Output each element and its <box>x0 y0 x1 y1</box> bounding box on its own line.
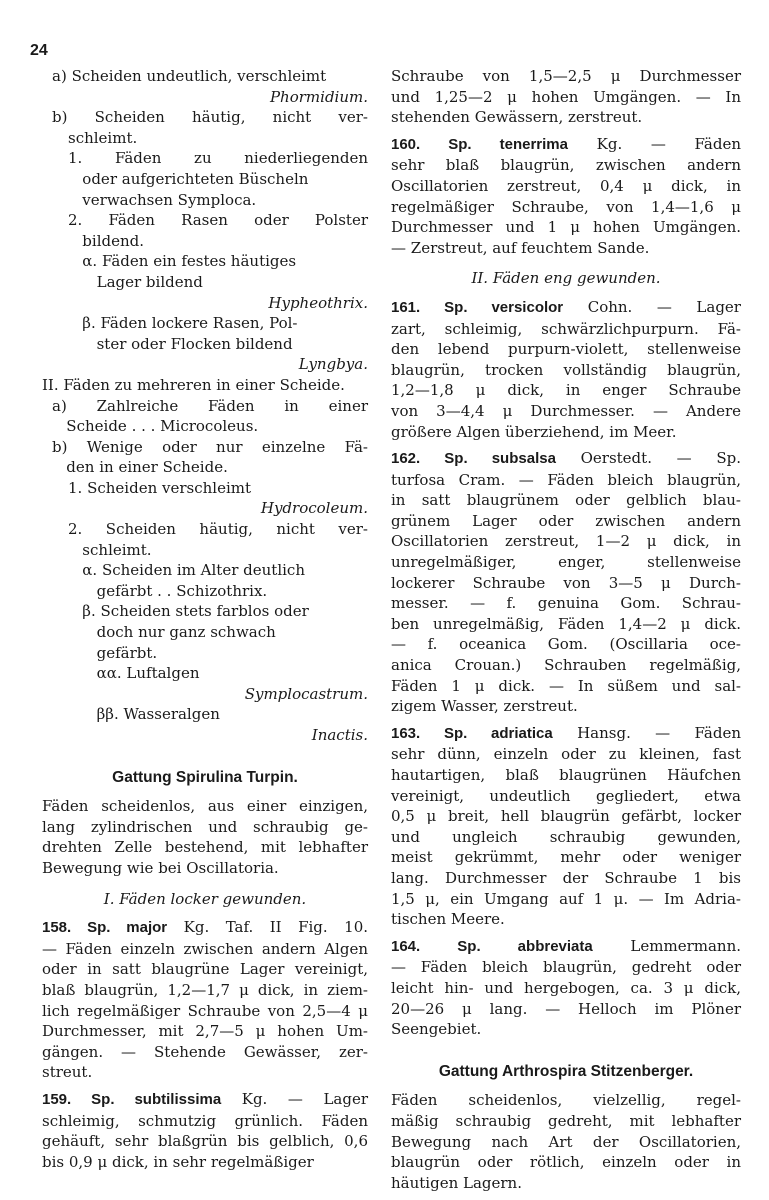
species-name: 160. Sp. tenerrima <box>391 135 568 153</box>
key-line: αα. Luftalgen <box>68 664 200 683</box>
key-line: Hydrocoleum. <box>260 499 368 518</box>
text-line: und ungleich schraubig gewunden, <box>391 827 741 846</box>
species-name: 161. Sp. versicolor <box>391 298 564 316</box>
text-line: — Fäden bleich blaugrün, gedreht oder <box>391 958 741 977</box>
text-line: streut. <box>42 1063 93 1082</box>
key-line: gefärbt. <box>68 643 158 662</box>
text-line: lockerer Schraube von 3—5 μ Durch- <box>391 573 741 592</box>
text-line: messer. — f. genuina Gom. Schrau- <box>391 594 741 613</box>
key-line: schleimt. <box>68 540 152 559</box>
text-line: in satt blaugrünem oder gelblich blau- <box>391 491 741 510</box>
left-column <box>42 66 368 1172</box>
key-line: b) Wenige oder nur einzelne Fä- <box>52 437 368 456</box>
text-line: größere Algen überziehend, im Meer. <box>391 422 677 441</box>
text-line: unregelmäßiger, enger, stellenweise <box>391 553 741 572</box>
text-line: sehr blaß blaugrün, zwischen andern <box>391 156 741 175</box>
text-line: — f. oceanica Gom. (Oscillaria oce- <box>391 635 741 654</box>
species-entry-163 <box>391 723 741 930</box>
text-line: und 1,25—2 μ hohen Umgängen. — In <box>391 87 741 106</box>
text-line: von 3—4,4 μ Durchmesser. — Andere <box>391 401 741 420</box>
key-line: β. Fäden lockere Rasen, Pol- <box>68 314 298 333</box>
text-line: — Fäden einzeln zwischen andern Algen <box>42 939 368 958</box>
key-line: verwachsen Symploca. <box>68 190 257 209</box>
text-line: Oscillatorien zerstreut, 0,4 μ dick, in <box>391 176 741 195</box>
text-line: vereinigt, undeutlich gegliedert, etwa <box>391 786 741 805</box>
key-line: a) Scheiden undeutlich, verschleimt <box>52 67 327 85</box>
key-line: ster oder Flocken bildend <box>68 334 293 353</box>
key-line: 2. Fäden Rasen oder Polster <box>68 211 368 230</box>
key-line: 1. Fäden zu niederliegenden <box>68 149 368 168</box>
species-name: 158. Sp. major <box>42 919 168 937</box>
key-line: α. Scheiden im Alter deutlich <box>68 561 305 580</box>
key-line: oder aufgerichteten Büscheln <box>68 169 309 188</box>
text-line: tischen Meere. <box>391 910 505 929</box>
key-line: α. Fäden ein festes häutiges <box>68 252 297 271</box>
text-line: Seengebiet. <box>391 1020 482 1039</box>
text-line: Durchmesser und 1 μ hohen Umgängen. <box>391 218 741 237</box>
text-line: ben unregelmäßig, Fäden 1,4—2 μ dick. <box>391 614 741 633</box>
text-line: gehäuft, sehr blaßgrün bis gelblich, 0,6 <box>42 1132 368 1151</box>
text-line: meist gekrümmt, mehr oder weniger <box>391 848 741 867</box>
text-line: zart, schleimig, schwärzlichpurpurn. Fä- <box>391 319 741 338</box>
species-name: 159. Sp. subtilissima <box>42 1090 222 1108</box>
text-line: gängen. — Stehende Gewässer, zer- <box>42 1042 368 1061</box>
species-name: 162. Sp. subsalsa <box>391 450 556 468</box>
text-line: Fäden 1 μ dick. — In süßem und sal- <box>391 676 741 695</box>
species-entry-161 <box>391 297 741 442</box>
text-line: grünem Lager oder zwischen andern <box>391 511 741 530</box>
key-line: gefärbt . . Schizothrix. <box>68 581 268 600</box>
species-entry-159-continued <box>391 66 741 128</box>
species-entry-164 <box>391 936 741 1040</box>
genus-description <box>42 796 368 878</box>
text-line: sehr dünn, einzeln oder zu kleinen, fast <box>391 745 741 764</box>
subheading-locker: I. Fäden locker gewunden. <box>103 889 307 908</box>
text-line: bis 0,9 μ dick, in sehr regelmäßiger <box>42 1152 314 1171</box>
text-line: Oscillatorien zerstreut, 1—2 μ dick, in <box>391 532 741 551</box>
key-line: II. Fäden zu mehreren in einer Scheide. <box>42 375 345 394</box>
text-line: Schraube von 1,5—2,5 μ Durchmesser <box>391 67 741 85</box>
text-line: 20—26 μ lang. — Helloch im Plöner <box>391 999 741 1018</box>
text-line: hautartigen, blaß blaugrünen Häufchen <box>391 766 741 784</box>
text-line: blaß blaugrün, 1,2—1,7 μ dick, in ziem- <box>42 980 368 999</box>
key-line: den in einer Scheide. <box>52 458 228 477</box>
genus-heading-arthrospira: Gattung Arthrospira Stitzenberger. <box>438 1062 694 1080</box>
key-line: ββ. Wasseralgen <box>68 705 220 724</box>
text-line: regelmäßiger Schraube, von 1,4—1,6 μ <box>391 197 741 216</box>
genus-heading-spirulina: Gattung Spirulina Turpin. <box>112 768 298 786</box>
text-line: häutigen Lagern. <box>391 1173 522 1192</box>
text-line: 159. Sp. subtilissima Kg. — Lager <box>42 1089 369 1108</box>
text-line: leicht hin- und hergebogen, ca. 3 μ dick, <box>391 978 741 997</box>
text-line: den lebend purpurn-violett, stellenweise <box>391 340 741 359</box>
key-line: b) Scheiden häutig, nicht ver- <box>52 108 368 127</box>
key-line: a) Zahlreiche Fäden in einer <box>52 396 368 415</box>
text-line: blaugrün, trocken vollständig blaugrün, <box>391 360 741 379</box>
text-line: 162. Sp. subsalsa Oerstedt. — Sp. <box>391 449 741 468</box>
text-line: Bewegung wie bei Oscillatoria. <box>42 858 279 877</box>
text-line: Fäden scheidenlos, vielzellig, regel- <box>391 1091 741 1110</box>
species-entry-160 <box>391 134 741 259</box>
text-line: 161. Sp. versicolor Cohn. — Lager <box>391 297 741 316</box>
key-line: β. Scheiden stets farblos oder <box>68 602 309 621</box>
genus-description <box>391 1090 741 1193</box>
key-line: Symplocastrum. <box>244 684 368 703</box>
text-line: Durchmesser, mit 2,7—5 μ hohen Um- <box>42 1022 368 1041</box>
species-entry-159 <box>42 1089 368 1172</box>
key-line: Scheide . . . Microcoleus. <box>52 417 259 436</box>
key-line: Inactis. <box>311 726 368 744</box>
right-column <box>391 66 741 1193</box>
text-line: lich regelmäßiger Schraube von 2,5—4 μ <box>42 1001 368 1020</box>
text-line: Fäden scheidenlos, aus einer einzigen, <box>42 797 368 816</box>
key-line: Phormidium. <box>269 87 368 106</box>
text-line: turfosa Cram. — Fäden bleich blaugrün, <box>391 470 741 489</box>
key-line: Lager bildend <box>68 272 203 291</box>
text-line: Bewegung nach Art der Oscillatorien, <box>391 1132 741 1151</box>
text-line: blaugrün oder rötlich, einzeln oder in <box>391 1153 741 1172</box>
text-line: 1,5 μ, ein Umgang auf 1 μ. — Im Adria- <box>391 889 741 908</box>
text-line: 160. Sp. tenerrima Kg. — Fäden <box>391 134 741 153</box>
species-name: 164. Sp. abbreviata <box>391 937 593 955</box>
key-line: 2. Scheiden häutig, nicht ver- <box>68 520 368 539</box>
text-line: mäßig schraubig gedreht, mit lebhafter <box>391 1111 741 1130</box>
species-entry-158 <box>42 917 368 1083</box>
text-line: 158. Sp. major Kg. Taf. II Fig. 10. <box>42 918 369 937</box>
key-line: doch nur ganz schwach <box>68 623 276 642</box>
text-line: lang zylindrischen und schraubig ge- <box>42 817 368 836</box>
key-line: Lyngbya. <box>298 355 368 374</box>
text-line: zigem Wasser, zerstreut. <box>391 697 578 716</box>
key-list <box>42 66 368 746</box>
text-line: lang. Durchmesser der Schraube 1 bis <box>391 868 741 887</box>
text-line: oder in satt blaugrüne Lager vereinigt, <box>42 960 368 979</box>
text-line: 164. Sp. abbreviata Lemmermann. <box>391 936 742 955</box>
text-line: drehten Zelle bestehend, mit lebhafter <box>42 838 368 857</box>
text-line: 0,5 μ breit, hell blaugrün gefärbt, locker <box>391 807 741 826</box>
text-line: stehenden Gewässern, zerstreut. <box>391 108 643 127</box>
species-entry-162 <box>391 448 741 717</box>
species-name: 163. Sp. adriatica <box>391 724 553 742</box>
key-line: schleimt. <box>68 128 138 147</box>
key-line: 1. Scheiden verschleimt <box>68 478 252 497</box>
page-number: 24 <box>30 42 48 59</box>
key-line: Hypheothrix. <box>268 293 368 312</box>
text-line: schleimig, schmutzig grünlich. Fäden <box>42 1111 368 1130</box>
text-line: 163. Sp. adriatica Hansg. — Fäden <box>391 723 741 742</box>
key-line: bildend. <box>68 231 145 250</box>
text-line: anica Crouan.) Schrauben regelmäßig, <box>391 656 741 675</box>
text-line: — Zerstreut, auf feuchtem Sande. <box>391 238 650 257</box>
subheading-eng: II. Fäden eng gewunden. <box>471 269 661 288</box>
text-line: 1,2—1,8 μ dick, in enger Schraube <box>391 381 741 400</box>
